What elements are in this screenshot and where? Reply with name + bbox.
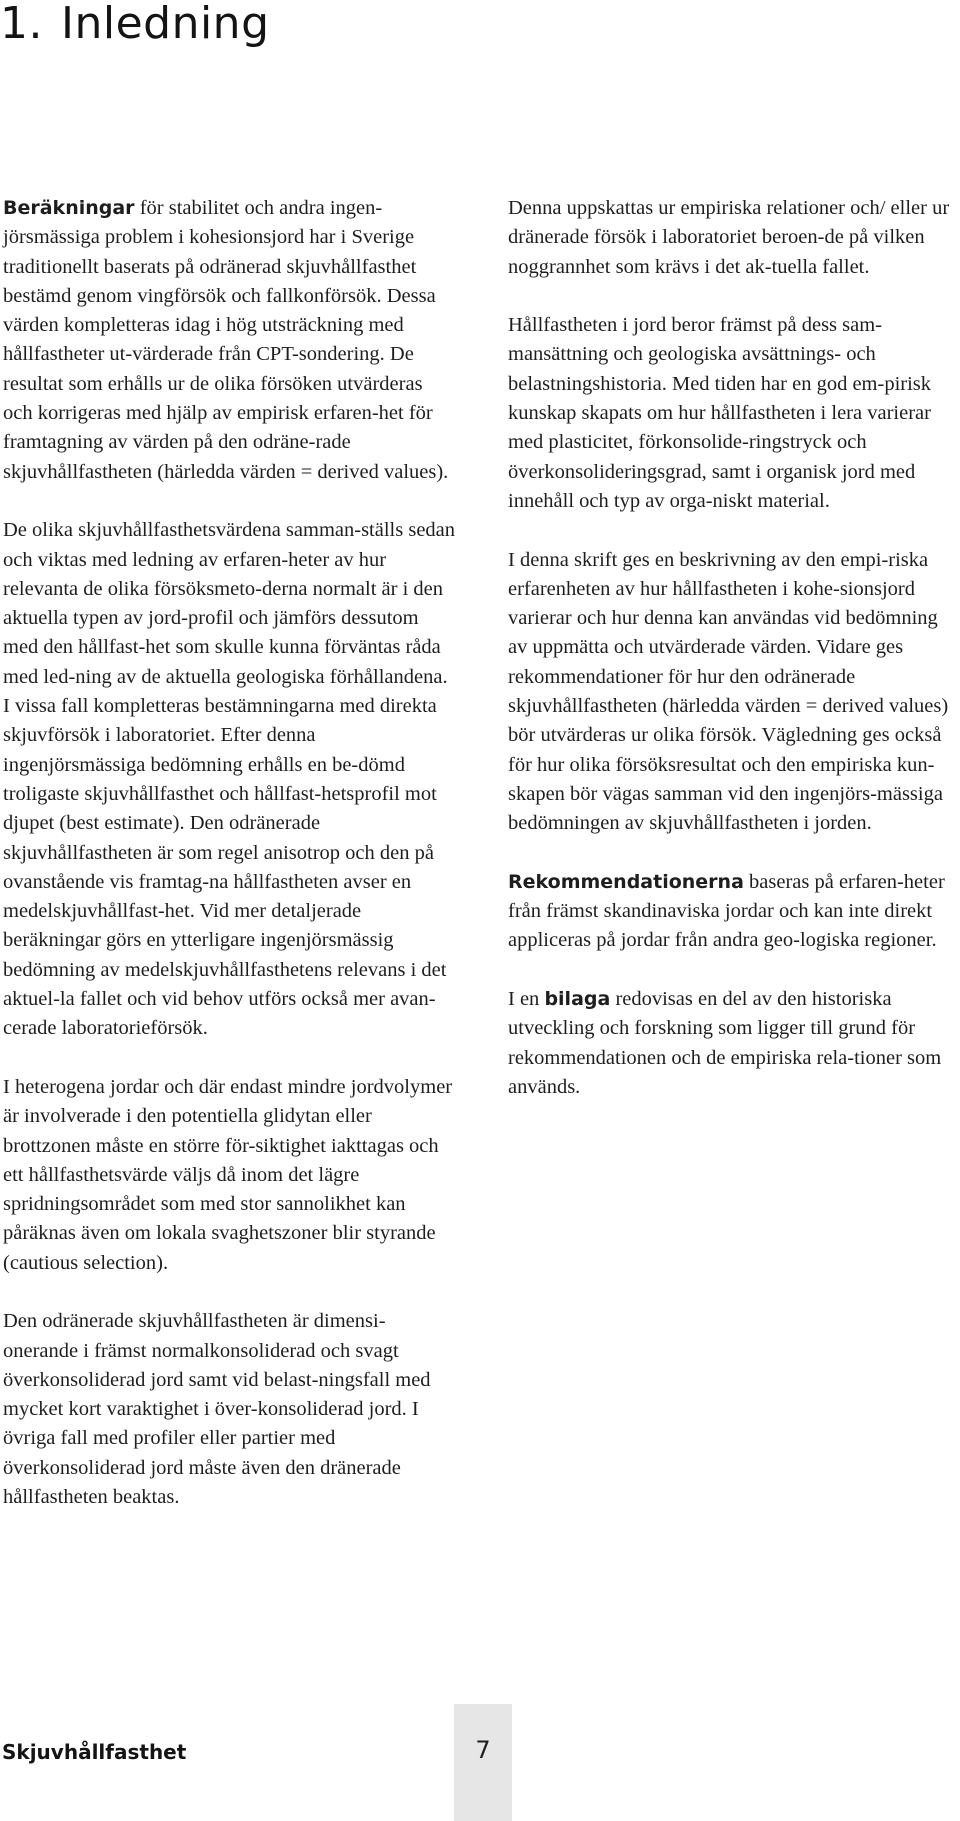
- chapter-title: Inledning: [60, 0, 270, 49]
- lead-word: Rekommendationerna: [508, 870, 744, 893]
- paragraph-text: Denna uppskattas ur empiriska relationer och/ eller ur dränerade försök i laboratoriet beroen-de på vilken noggrannhet som krävs i det ak-tuella fallet.: [508, 197, 950, 278]
- lead-word: Beräkningar: [3, 197, 135, 219]
- chapter-heading: [0, 0, 270, 48]
- paragraph-text: redovisas en del av den historiska utveckling och forskning som ligger till grund för rekommendationen och de empiriska rela-tioner som används.: [508, 988, 942, 1098]
- paragraph-text: Hållfastheten i jord beror främst på dess sam-mansättning och geologiska avsättnings- och belastningshistoria. Med tiden har en god em-pirisk kunskap skapats om hur hållfastheten i lera varierar med plasticitet, förkonsolide-ringstryck och överkonsolideringsgrad, samt i organisk jord med innehåll och typ av orga-niskt material.: [508, 314, 932, 512]
- paragraph-text: för stabilitet och andra ingen-jörsmässiga problem i kohesionsjord har i Sverige traditionellt baserats på odränerad skjuvhållfasthet bestämd genom vingförsök och fallkonförsök. Dessa värden kompletteras idag i hög utsträckning med hållfastheter ut-värderade från CPT-sondering. De resultat som erhålls ur de olika försöken utvärderas och korrigeras med hjälp av empirisk erfaren-het för framtagning av värden på den odräne-rade skjuvhållfastheten (härledda värden = derived values).: [3, 197, 449, 483]
- paragraph: [3, 194, 455, 487]
- right-column: [508, 194, 958, 1132]
- paragraph: [3, 1307, 455, 1512]
- paragraph: [508, 868, 958, 956]
- running-title: Skjuvhållfasthet: [2, 1740, 187, 1764]
- page-number: 7: [475, 1736, 491, 1764]
- paragraph-text: I en: [508, 988, 545, 1011]
- paragraph: [508, 311, 958, 516]
- chapter-number: 1.: [0, 0, 43, 49]
- paragraph-text: I denna skrift ges en beskrivning av den empi-riska erfarenheten av hur hållfastheten i kohe-sionsjord varierar och hur denna kan användas vid bedömning av uppmätta och utvärderade värden. Vidare ges rekommendationer för hur den odränerade skjuvhållfastheten (härledda värden = derived values) bör utvärderas ur olika försök. Vägledning ges också för hur olika försöksresultat och den empiriska kun-skapen bör vägas samman vid den ingenjörs-mässiga bedömningen av skjuvhållfastheten i jorden.: [508, 548, 949, 835]
- page-number-box: [454, 1704, 512, 1821]
- paragraph-text: baseras på erfaren-heter från främst skandinaviska jordar och kan inte direkt appliceras på jordar från andra geo-logiska regioner.: [508, 870, 945, 952]
- left-column: [3, 194, 455, 1542]
- paragraph-text: De olika skjuvhållfasthetsvärdena samman-ställs sedan och viktas med ledning av erfaren-heter av hur relevanta de olika försöksmeto-derna normalt är i den aktuella typen av jord-profil och jämförs dessutom med den hållfast-het som skulle kunna förväntas råda med led-ning av de aktuella geologiska förhållandena. I vissa fall kompletteras bestämningarna med direkta skjuvförsök i laboratoriet. Efter denna ingenjörsmässiga bedömning erhålls en be-dömd troligaste skjuvhållfasthet och hållfast-hetsprofil mot djupet (best estimate). Den odränerade skjuvhållfastheten är som regel anisotrop och den på ovanstående vis framtag-na hållfastheten avser en medelskjuvhållfast-het. Vid mer detaljerade beräkningar görs en ytterligare ingenjörsmässig bedömning av medelskjuvhållfasthetens relevans i det aktuel-la fallet och vid behov utförs också mer avan-cerade laboratorieförsök.: [3, 519, 456, 1040]
- paragraph: [508, 985, 958, 1102]
- paragraph: [3, 516, 455, 1043]
- lead-word: bilaga: [544, 988, 611, 1011]
- paragraph-text: I heterogena jordar och där endast mindre jordvolymer är involverade i den potentiella glidytan eller brottzonen måste en större för-siktighet iakttagas och ett hållfasthetsvärde väljs då inom det lägre spridningsområdet som med stor sannolikhet kan påräknas även om lokala svaghetszoner blir styrande (cautious selection).: [3, 1075, 453, 1274]
- paragraph: [508, 546, 958, 839]
- paragraph: [3, 1073, 455, 1278]
- paragraph-text: Den odränerade skjuvhållfastheten är dimensi-onerande i främst normalkonsoliderad och svagt överkonsoliderad jord samt vid belast-ningsfall med mycket kort varaktighet i över-konsoliderad jord. I övriga fall med profiler eller partier med överkonsoliderad jord måste även den dränerade hållfastheten beaktas.: [3, 1310, 431, 1509]
- paragraph: [508, 194, 958, 282]
